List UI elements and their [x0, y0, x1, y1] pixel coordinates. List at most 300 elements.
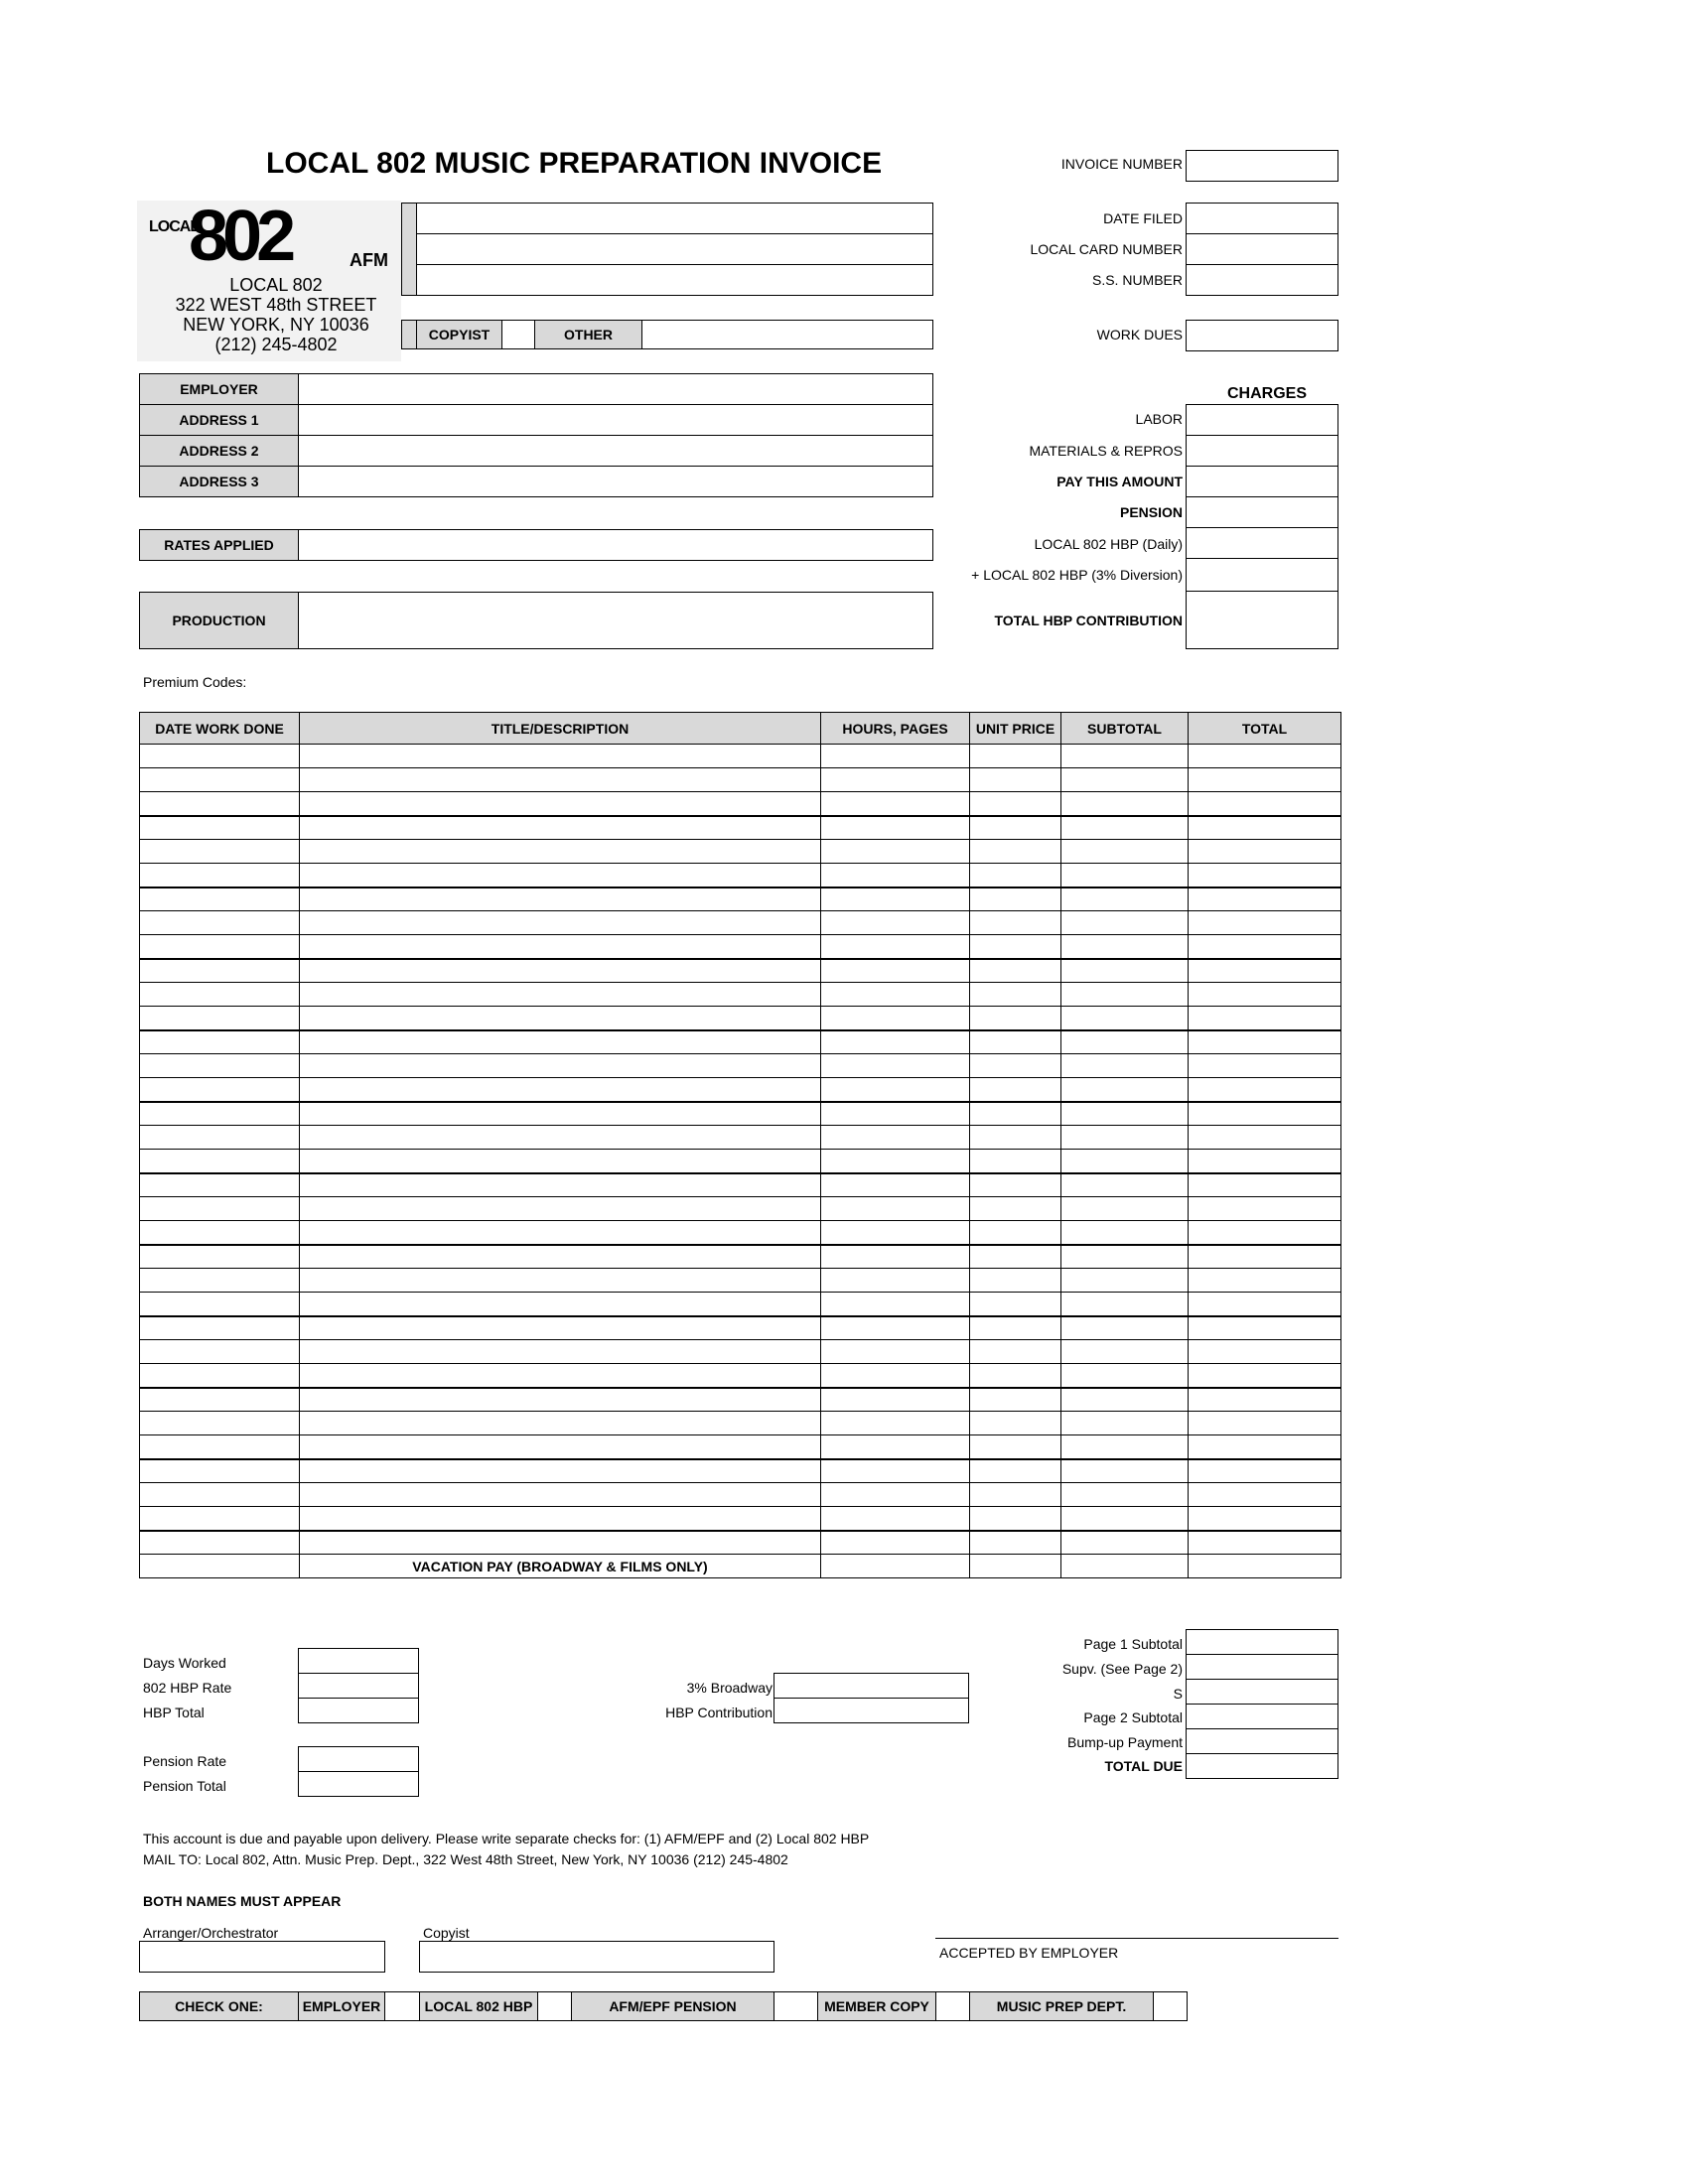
table-cell[interactable]	[300, 1030, 821, 1054]
table-cell[interactable]	[300, 792, 821, 816]
table-cell[interactable]	[821, 1150, 970, 1173]
table-cell[interactable]	[821, 816, 970, 840]
table-cell[interactable]	[970, 792, 1061, 816]
table-cell[interactable]	[1189, 1102, 1341, 1126]
table-cell[interactable]	[821, 1412, 970, 1435]
table-cell[interactable]	[140, 1507, 300, 1531]
table-cell[interactable]	[821, 1245, 970, 1269]
table-cell[interactable]	[1189, 792, 1341, 816]
table-cell[interactable]	[300, 1388, 821, 1412]
table-cell[interactable]	[821, 1054, 970, 1078]
table-cell[interactable]	[1189, 1173, 1341, 1197]
table-cell[interactable]	[970, 1245, 1061, 1269]
table-cell[interactable]	[970, 1412, 1061, 1435]
table-cell[interactable]	[1189, 887, 1341, 911]
table-cell[interactable]	[300, 816, 821, 840]
table-cell[interactable]	[1189, 1030, 1341, 1054]
table-cell[interactable]	[1189, 1483, 1341, 1507]
table-cell[interactable]	[1189, 1388, 1341, 1412]
table-cell[interactable]	[300, 1483, 821, 1507]
member-address-field[interactable]	[416, 233, 933, 265]
invoice-number-label: INVOICE NUMBER	[1060, 156, 1183, 172]
table-cell[interactable]	[1061, 745, 1189, 768]
table-cell[interactable]	[300, 911, 821, 935]
date-filed-label: DATE FILED	[1103, 210, 1183, 226]
charges-heading: CHARGES	[1227, 385, 1308, 402]
table-cell[interactable]	[300, 1078, 821, 1102]
table-cell[interactable]	[1061, 1007, 1189, 1030]
table-cell[interactable]	[821, 745, 970, 768]
table-cell[interactable]	[821, 935, 970, 959]
col-total-header: TOTAL	[1189, 713, 1341, 745]
table-cell[interactable]	[1189, 1412, 1341, 1435]
table-cell[interactable]	[821, 887, 970, 911]
table-cell[interactable]	[821, 1102, 970, 1126]
table-cell[interactable]	[1061, 1102, 1189, 1126]
work-dues-field[interactable]	[1186, 320, 1338, 351]
table-cell[interactable]	[1061, 935, 1189, 959]
table-cell[interactable]	[140, 935, 300, 959]
table-cell[interactable]	[970, 1197, 1061, 1221]
address2-field[interactable]	[298, 435, 933, 467]
table-cell[interactable]	[970, 1007, 1061, 1030]
table-cell[interactable]	[300, 1102, 821, 1126]
table-cell[interactable]	[140, 1293, 300, 1316]
table-cell[interactable]	[1189, 1340, 1341, 1364]
table-cell[interactable]	[140, 1483, 300, 1507]
table-cell[interactable]	[1061, 887, 1189, 911]
table-cell[interactable]	[970, 1435, 1061, 1459]
check-pension-box[interactable]	[774, 1991, 818, 2021]
table-row	[140, 1102, 1341, 1126]
table-row	[140, 1435, 1341, 1459]
pension-field[interactable]	[1186, 496, 1338, 528]
table-cell[interactable]	[821, 1316, 970, 1340]
table-row	[140, 1412, 1341, 1435]
table-cell[interactable]	[1061, 1030, 1189, 1054]
table-cell[interactable]	[1189, 768, 1341, 792]
page1-subtotal-field[interactable]	[1186, 1629, 1338, 1655]
table-cell[interactable]	[300, 983, 821, 1007]
table-cell[interactable]	[970, 864, 1061, 887]
table-cell[interactable]	[821, 1007, 970, 1030]
table-cell[interactable]	[140, 1007, 300, 1030]
table-row	[140, 1173, 1341, 1197]
s-label: S	[1173, 1686, 1183, 1702]
table-row	[140, 1007, 1341, 1030]
table-cell[interactable]	[1061, 1054, 1189, 1078]
check-member-copy-box[interactable]	[935, 1991, 970, 2021]
table-cell[interactable]	[970, 745, 1061, 768]
table-cell[interactable]	[1061, 1316, 1189, 1340]
table-cell[interactable]	[140, 1173, 300, 1197]
table-cell[interactable]	[1061, 1531, 1189, 1555]
table-cell[interactable]	[140, 1340, 300, 1364]
table-cell[interactable]	[140, 840, 300, 864]
table-cell[interactable]	[140, 1197, 300, 1221]
table-cell[interactable]	[970, 1150, 1061, 1173]
table-cell[interactable]	[821, 1293, 970, 1316]
table-cell[interactable]	[970, 1221, 1061, 1245]
name-fields-tab	[401, 203, 417, 296]
pension-total-label: Pension Total	[143, 1778, 226, 1794]
member-name-field[interactable]	[416, 203, 933, 234]
employer-signature-line[interactable]	[935, 1938, 1338, 1939]
table-cell[interactable]	[300, 1007, 821, 1030]
table-cell[interactable]	[1189, 935, 1341, 959]
table-row	[140, 1078, 1341, 1102]
table-cell[interactable]	[970, 1173, 1061, 1197]
table-cell[interactable]	[821, 1555, 970, 1578]
table-cell[interactable]	[300, 959, 821, 983]
table-cell[interactable]	[1189, 840, 1341, 864]
table-cell[interactable]	[1189, 1507, 1341, 1531]
check-employer-label: EMPLOYER	[298, 1991, 385, 2021]
table-cell[interactable]	[300, 1340, 821, 1364]
table-cell[interactable]	[970, 1054, 1061, 1078]
table-cell[interactable]	[300, 1197, 821, 1221]
table-cell[interactable]	[970, 911, 1061, 935]
total-hbp-field[interactable]	[1186, 591, 1338, 649]
table-cell[interactable]	[821, 1340, 970, 1364]
table-cell[interactable]	[970, 816, 1061, 840]
table-cell[interactable]	[1061, 1340, 1189, 1364]
accepted-by-employer-label: ACCEPTED BY EMPLOYER	[939, 1945, 1119, 1961]
table-cell[interactable]	[140, 1459, 300, 1483]
table-cell[interactable]	[970, 1483, 1061, 1507]
table-row	[140, 1221, 1341, 1245]
table-cell[interactable]	[970, 935, 1061, 959]
table-cell[interactable]	[1061, 1507, 1189, 1531]
table-cell[interactable]	[1189, 1078, 1341, 1102]
table-cell[interactable]	[300, 1126, 821, 1150]
table-row	[140, 1340, 1341, 1364]
table-cell[interactable]	[1189, 1221, 1341, 1245]
table-cell[interactable]	[821, 1197, 970, 1221]
table-cell[interactable]	[1061, 1197, 1189, 1221]
table-cell[interactable]	[1189, 745, 1341, 768]
table-cell[interactable]	[1061, 864, 1189, 887]
table-cell[interactable]	[1189, 911, 1341, 935]
table-cell[interactable]	[300, 887, 821, 911]
table-row	[140, 1459, 1341, 1483]
table-cell[interactable]	[1061, 1459, 1189, 1483]
table-cell[interactable]	[821, 1459, 970, 1483]
days-worked-field[interactable]	[298, 1648, 419, 1674]
table-cell[interactable]	[1061, 1150, 1189, 1173]
arranger-label: Arranger/Orchestrator	[143, 1925, 279, 1941]
table-cell[interactable]	[970, 1555, 1061, 1578]
table-cell[interactable]	[140, 1316, 300, 1340]
table-cell[interactable]	[140, 1102, 300, 1126]
table-row	[140, 959, 1341, 983]
table-cell[interactable]	[140, 745, 300, 768]
table-cell[interactable]	[1189, 864, 1341, 887]
table-cell[interactable]	[140, 1555, 300, 1578]
table-cell[interactable]	[1189, 959, 1341, 983]
table-cell[interactable]	[821, 792, 970, 816]
table-cell[interactable]	[821, 1126, 970, 1150]
check-hbp-label: LOCAL 802 HBP	[419, 1991, 538, 2021]
table-cell[interactable]	[300, 935, 821, 959]
table-cell[interactable]	[1061, 816, 1189, 840]
table-cell[interactable]	[140, 959, 300, 983]
table-cell[interactable]	[140, 1435, 300, 1459]
table-cell[interactable]	[1061, 792, 1189, 816]
hbp-daily-field[interactable]	[1186, 527, 1338, 559]
logo-city: NEW YORK, NY 10036	[183, 315, 369, 335]
hbp-total-field[interactable]	[298, 1698, 419, 1723]
table-cell[interactable]	[970, 983, 1061, 1007]
table-cell[interactable]	[1189, 1245, 1341, 1269]
table-cell[interactable]	[970, 1078, 1061, 1102]
table-cell[interactable]	[1061, 1364, 1189, 1388]
table-cell[interactable]	[1189, 1364, 1341, 1388]
broadway-field[interactable]	[774, 1673, 969, 1699]
local-card-number-label: LOCAL CARD NUMBER	[1030, 241, 1183, 257]
table-cell[interactable]	[1189, 1531, 1341, 1555]
table-cell[interactable]	[970, 1316, 1061, 1340]
member-city-field[interactable]	[416, 264, 933, 296]
table-cell[interactable]	[1061, 1555, 1189, 1578]
materials-field[interactable]	[1186, 435, 1338, 467]
premium-codes-label: Premium Codes:	[143, 674, 247, 690]
table-cell[interactable]	[300, 1531, 821, 1555]
page2-subtotal-field[interactable]	[1186, 1704, 1338, 1729]
table-cell[interactable]	[970, 1531, 1061, 1555]
rates-applied-field[interactable]	[298, 529, 933, 561]
other-label: OTHER	[534, 320, 642, 349]
pension-total-field[interactable]	[298, 1771, 419, 1797]
table-cell[interactable]	[140, 1054, 300, 1078]
table-cell[interactable]	[1189, 1007, 1341, 1030]
table-cell[interactable]	[300, 864, 821, 887]
table-cell[interactable]	[821, 1483, 970, 1507]
table-cell[interactable]	[970, 1293, 1061, 1316]
table-cell[interactable]	[970, 768, 1061, 792]
table-cell[interactable]	[300, 1316, 821, 1340]
table-cell[interactable]	[821, 1364, 970, 1388]
table-cell[interactable]	[300, 1245, 821, 1269]
address1-field[interactable]	[298, 404, 933, 436]
table-cell[interactable]	[821, 1221, 970, 1245]
table-cell[interactable]	[970, 887, 1061, 911]
employer-field[interactable]	[298, 373, 933, 405]
copyist-label: COPYIST	[416, 320, 502, 349]
check-music-prep-box[interactable]	[1153, 1991, 1188, 2021]
pension-rate-field[interactable]	[298, 1746, 419, 1772]
ss-number-field[interactable]	[1186, 264, 1338, 296]
invoice-number-field[interactable]	[1186, 150, 1338, 182]
table-cell[interactable]	[970, 1507, 1061, 1531]
table-cell[interactable]	[140, 983, 300, 1007]
table-cell[interactable]	[1061, 1078, 1189, 1102]
table-cell[interactable]	[300, 1364, 821, 1388]
table-cell[interactable]	[821, 959, 970, 983]
table-cell[interactable]	[1189, 1197, 1341, 1221]
table-cell[interactable]	[821, 983, 970, 1007]
table-cell[interactable]	[140, 1150, 300, 1173]
table-cell[interactable]	[140, 1388, 300, 1412]
table-cell[interactable]	[1061, 983, 1189, 1007]
table-cell[interactable]	[1189, 1293, 1341, 1316]
table-cell[interactable]	[821, 1030, 970, 1054]
table-cell[interactable]	[300, 1459, 821, 1483]
table-cell[interactable]	[821, 1269, 970, 1293]
table-cell[interactable]	[1189, 1269, 1341, 1293]
table-cell[interactable]	[821, 840, 970, 864]
table-cell[interactable]	[140, 887, 300, 911]
check-one-label: CHECK ONE:	[139, 1991, 299, 2021]
labor-field[interactable]	[1186, 404, 1338, 436]
table-cell[interactable]	[140, 1364, 300, 1388]
table-row	[140, 745, 1341, 768]
table-cell[interactable]	[140, 1245, 300, 1269]
table-cell[interactable]	[1189, 1459, 1341, 1483]
table-cell[interactable]	[1061, 1126, 1189, 1150]
copyist-signature-field[interactable]	[419, 1941, 774, 1973]
table-cell[interactable]	[1061, 1293, 1189, 1316]
table-row	[140, 840, 1341, 864]
table-cell[interactable]	[140, 816, 300, 840]
table-cell[interactable]	[300, 768, 821, 792]
col-unit-price-header: UNIT PRICE	[970, 713, 1061, 745]
table-cell[interactable]	[1189, 983, 1341, 1007]
table-cell[interactable]	[1189, 1435, 1341, 1459]
table-cell[interactable]	[970, 1269, 1061, 1293]
check-hbp-box[interactable]	[537, 1991, 572, 2021]
table-cell[interactable]	[821, 1388, 970, 1412]
table-cell[interactable]	[970, 1030, 1061, 1054]
table-cell[interactable]	[1189, 816, 1341, 840]
date-filed-field[interactable]	[1186, 203, 1338, 234]
table-cell[interactable]	[970, 1459, 1061, 1483]
supv-field[interactable]	[1186, 1654, 1338, 1680]
table-cell[interactable]	[140, 911, 300, 935]
table-cell[interactable]	[821, 1507, 970, 1531]
table-cell[interactable]	[1189, 1054, 1341, 1078]
table-cell[interactable]	[140, 1269, 300, 1293]
bump-up-label: Bump-up Payment	[1067, 1734, 1183, 1750]
table-cell[interactable]	[970, 1126, 1061, 1150]
hbp-total-label: HBP Total	[143, 1705, 205, 1720]
table-cell[interactable]	[300, 1150, 821, 1173]
address3-label: ADDRESS 3	[139, 466, 299, 497]
bump-up-field[interactable]	[1186, 1728, 1338, 1754]
table-cell[interactable]	[300, 1293, 821, 1316]
table-cell[interactable]	[821, 911, 970, 935]
table-cell[interactable]	[1061, 1483, 1189, 1507]
table-cell[interactable]	[140, 1078, 300, 1102]
hbp-rate-field[interactable]	[298, 1673, 419, 1699]
table-cell[interactable]	[1061, 1269, 1189, 1293]
table-cell[interactable]	[1061, 1435, 1189, 1459]
table-cell[interactable]	[1061, 959, 1189, 983]
table-cell[interactable]	[140, 1531, 300, 1555]
table-cell[interactable]	[821, 1531, 970, 1555]
table-header-row	[140, 713, 1341, 745]
table-cell[interactable]	[970, 959, 1061, 983]
table-cell[interactable]	[300, 1435, 821, 1459]
hbp-diversion-field[interactable]	[1186, 558, 1338, 592]
table-cell[interactable]	[140, 1412, 300, 1435]
table-cell[interactable]	[1061, 1245, 1189, 1269]
table-cell[interactable]	[821, 1435, 970, 1459]
check-member-copy-label: MEMBER COPY	[817, 1991, 936, 2021]
table-cell[interactable]	[970, 840, 1061, 864]
table-cell[interactable]	[970, 1364, 1061, 1388]
table-cell[interactable]	[1061, 1173, 1189, 1197]
s-field[interactable]	[1186, 1679, 1338, 1705]
total-due-field[interactable]	[1186, 1753, 1338, 1779]
table-cell[interactable]	[1189, 1126, 1341, 1150]
table-cell[interactable]	[1061, 840, 1189, 864]
table-cell[interactable]	[821, 768, 970, 792]
days-worked-label: Days Worked	[143, 1655, 226, 1671]
hbp-contribution-field[interactable]	[774, 1698, 969, 1723]
col-subtotal-header: SUBTOTAL	[1061, 713, 1189, 745]
table-cell[interactable]	[300, 1412, 821, 1435]
pay-this-amount-field[interactable]	[1186, 466, 1338, 497]
table-cell[interactable]	[140, 768, 300, 792]
arranger-signature-field[interactable]	[139, 1941, 385, 1973]
table-cell[interactable]	[1189, 1150, 1341, 1173]
table-cell[interactable]	[300, 1507, 821, 1531]
address3-field[interactable]	[298, 466, 933, 497]
other-field[interactable]	[641, 320, 933, 349]
table-row	[140, 1245, 1341, 1269]
production-field[interactable]	[298, 592, 933, 649]
table-cell[interactable]	[300, 1054, 821, 1078]
table-cell[interactable]	[1061, 1221, 1189, 1245]
table-cell[interactable]	[970, 1340, 1061, 1364]
table-cell[interactable]	[140, 1126, 300, 1150]
table-cell[interactable]	[1189, 1316, 1341, 1340]
table-cell[interactable]	[1061, 911, 1189, 935]
table-cell[interactable]	[140, 1221, 300, 1245]
table-cell[interactable]	[1061, 1412, 1189, 1435]
broadway-label: 3% Broadway	[686, 1680, 773, 1696]
rates-applied-label: RATES APPLIED	[139, 529, 299, 561]
table-cell[interactable]	[300, 745, 821, 768]
table-cell[interactable]	[140, 864, 300, 887]
copyist-sig-label: Copyist	[423, 1925, 470, 1941]
table-cell[interactable]	[1061, 1388, 1189, 1412]
table-cell[interactable]	[300, 1221, 821, 1245]
address1-label: ADDRESS 1	[139, 404, 299, 436]
total-hbp-label: TOTAL HBP CONTRIBUTION	[994, 613, 1183, 628]
table-cell[interactable]	[970, 1388, 1061, 1412]
table-cell[interactable]	[1061, 768, 1189, 792]
table-cell[interactable]	[140, 1030, 300, 1054]
table-cell[interactable]	[970, 1102, 1061, 1126]
check-employer-box[interactable]	[384, 1991, 420, 2021]
check-music-prep-label: MUSIC PREP DEPT.	[969, 1991, 1154, 2021]
table-cell[interactable]	[300, 1173, 821, 1197]
logo-name: LOCAL 802	[229, 275, 323, 295]
table-cell[interactable]	[300, 840, 821, 864]
copyist-checkbox[interactable]	[501, 320, 535, 349]
hbp-daily-label: LOCAL 802 HBP (Daily)	[1034, 536, 1183, 552]
col-hours-header: HOURS, PAGES	[821, 713, 970, 745]
local-card-number-field[interactable]	[1186, 233, 1338, 265]
table-cell[interactable]	[300, 1269, 821, 1293]
table-cell[interactable]	[821, 1173, 970, 1197]
table-cell[interactable]	[821, 1078, 970, 1102]
table-cell[interactable]	[821, 864, 970, 887]
table-cell[interactable]	[1189, 1555, 1341, 1578]
table-cell[interactable]	[140, 792, 300, 816]
